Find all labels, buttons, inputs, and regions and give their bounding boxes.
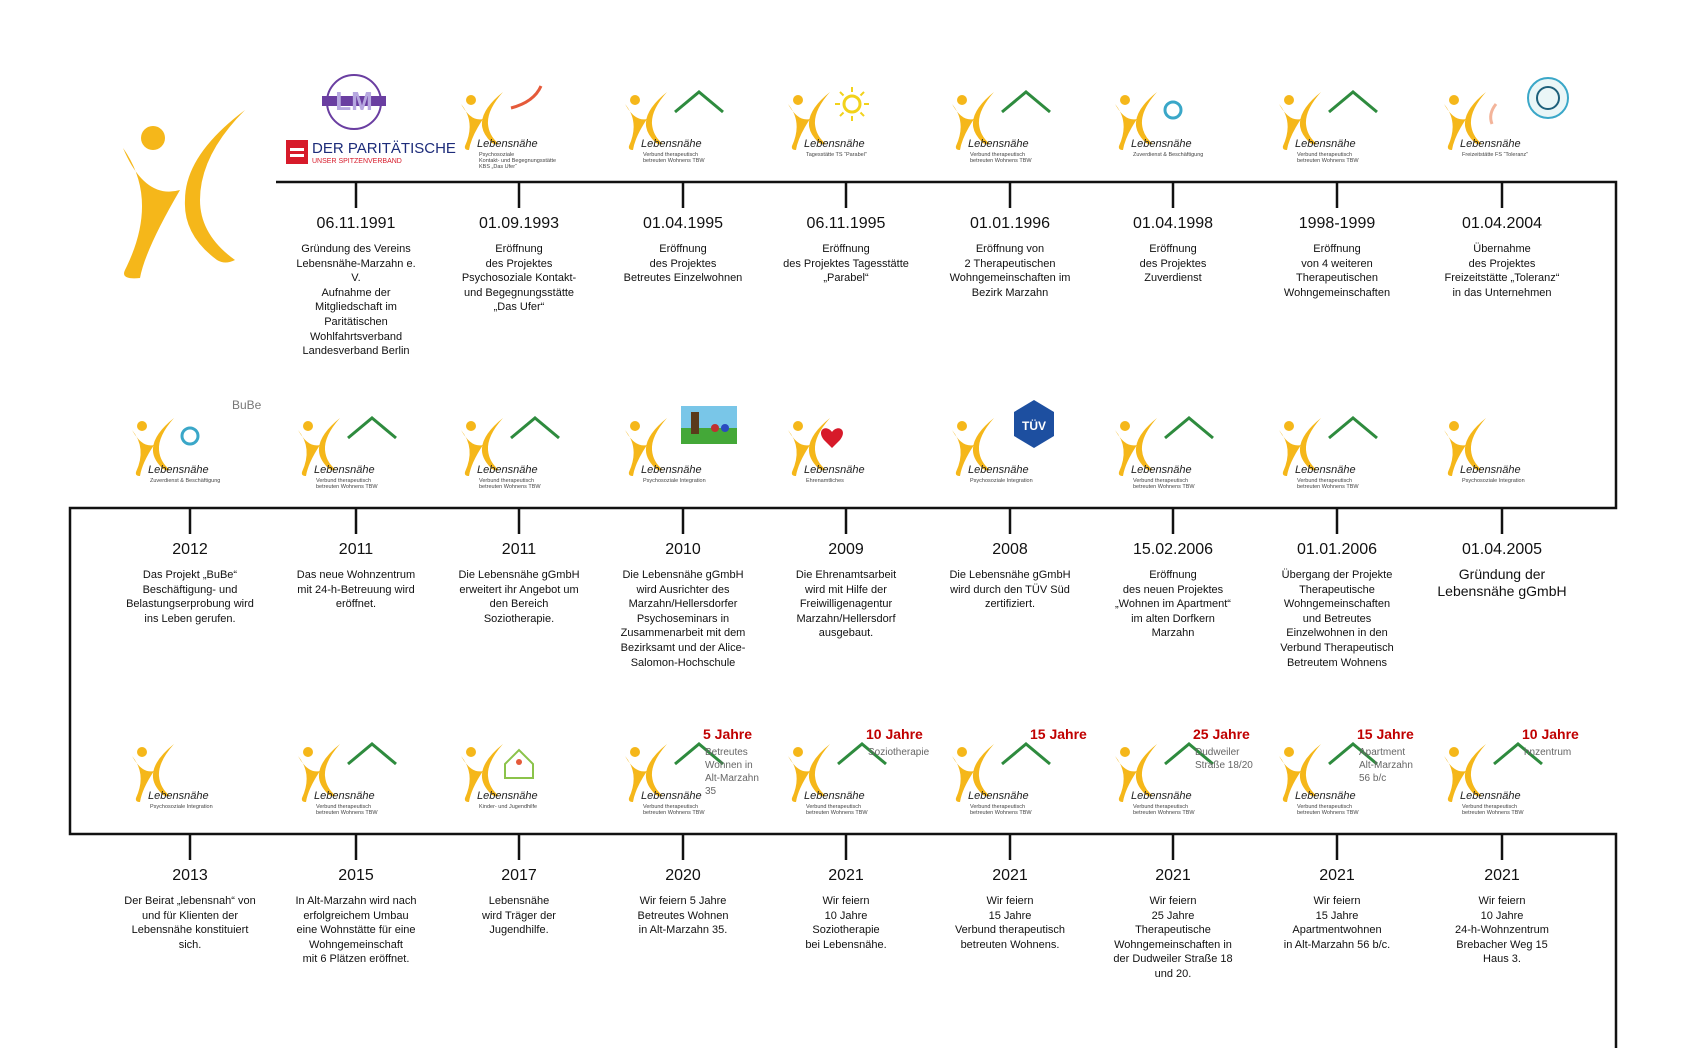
entry-date: 2021 bbox=[828, 867, 864, 884]
entry-date: 01.04.2004 bbox=[1461, 215, 1543, 232]
figure-arm bbox=[646, 92, 667, 144]
entry-date: 2021 bbox=[1155, 867, 1191, 884]
figure-head bbox=[466, 421, 476, 431]
paritaet-icon bbox=[276, 72, 436, 172]
logo-subtitle: Kinder- und Jugendhilfe bbox=[479, 804, 538, 810]
sun-ray bbox=[840, 112, 844, 116]
figure-arm bbox=[482, 418, 503, 470]
entry-description: Wir feiern 15 Jahre Apartmentwohnen in Alt-Marzahn 56 b/c. bbox=[1283, 895, 1391, 951]
roof-icon bbox=[1002, 744, 1050, 764]
entry-description: Die Lebensnähe gGmbH wird Ausrichter des Marzahn/Hellersdorfer Psychoseminars in Zusammenarbeit mit dem Bezirksamt und der Alice- Salomon-Hochschule bbox=[620, 569, 746, 669]
figure-arm bbox=[1136, 92, 1157, 144]
brand-name: Lebensnähe bbox=[1295, 464, 1356, 476]
logo-ufer bbox=[439, 72, 599, 172]
figure-head bbox=[630, 95, 640, 105]
roof-icon bbox=[675, 92, 723, 112]
entry-date: 2010 bbox=[665, 541, 701, 558]
figure-arm bbox=[809, 92, 830, 144]
logo-roof bbox=[1093, 398, 1253, 498]
logo-subtitle: Freizeitstätte FS “Toleranz” bbox=[1462, 152, 1529, 158]
logo-ring bbox=[1093, 72, 1253, 172]
timeline-entry bbox=[608, 540, 758, 670]
logo-subtitle: Verbund therapeutisch betreuten Wohnens TBW bbox=[316, 478, 378, 490]
entry-date: 06.11.1991 bbox=[316, 215, 396, 232]
entry-date: 2015 bbox=[338, 867, 374, 884]
timeline-entry bbox=[1262, 866, 1412, 952]
logo-subtitle: Ehrenamtliches bbox=[806, 478, 844, 484]
entry-description: Eröffnung des Projektes Betreutes Einzelwohnen bbox=[623, 243, 743, 285]
figure-head bbox=[1449, 95, 1459, 105]
figure-head bbox=[466, 747, 476, 757]
entry-description: Die Lebensnähe gGmbH erweitert ihr Angebot um den Bereich Soziotherapie. bbox=[458, 569, 580, 625]
roof-icon bbox=[511, 418, 559, 438]
figure-arm bbox=[646, 418, 667, 470]
logo-subtitle: Psychosoziale Kontakt- und Begegnungsstätte KBS „Das Ufer“ bbox=[479, 152, 557, 170]
logo-roof bbox=[603, 724, 763, 824]
brand-name: Lebensnähe bbox=[804, 138, 865, 150]
roof-icon bbox=[1002, 92, 1050, 112]
entry-date: 01.04.1995 bbox=[642, 215, 724, 232]
entry-description: Übergang der Projekte Therapeutische Wohngemeinschaften und Betreutes Einzelwohnen in den Verbund Therapeutisch Betreutem Wohnens bbox=[1280, 569, 1394, 669]
roof-icon bbox=[1329, 418, 1377, 438]
entry-date: 2021 bbox=[1319, 867, 1355, 884]
anniversary-badge: 15 Jahre bbox=[1030, 726, 1087, 742]
entry-description: Das neue Wohnzentrum mit 24-h-Betreuung wird eröffnet. bbox=[296, 569, 416, 611]
brand-name: Lebensnähe bbox=[968, 790, 1029, 802]
logo-roof bbox=[1093, 724, 1253, 824]
logo-roof bbox=[1257, 398, 1417, 498]
heart-icon bbox=[821, 428, 843, 448]
anniversary-subtitle: Betreutes Wohnen in Alt-Marzahn 35 bbox=[705, 747, 759, 797]
logo-subtitle: Verbund therapeutisch betreuten Wohnens TBW bbox=[970, 152, 1032, 164]
bube-tag: BuBe bbox=[232, 398, 262, 412]
entry-date: 01.04.2005 bbox=[1461, 541, 1543, 558]
entry-date: 2017 bbox=[501, 867, 537, 884]
timeline-entry bbox=[1262, 540, 1412, 670]
figure-head bbox=[1120, 95, 1130, 105]
logo-subtitle: Psychosoziale Integration bbox=[1462, 478, 1525, 484]
brand-name: Lebensnähe bbox=[804, 464, 865, 476]
figure-head bbox=[1120, 747, 1130, 757]
entry-date: 2011 bbox=[501, 541, 537, 558]
picture-grass bbox=[681, 428, 737, 444]
brand-name: Lebensnähe bbox=[314, 790, 375, 802]
figure-head bbox=[137, 747, 147, 757]
brand-name: Lebensnähe bbox=[968, 138, 1029, 150]
timeline-entry bbox=[115, 866, 265, 952]
brand-name: Lebensnähe bbox=[804, 790, 865, 802]
logo-roof bbox=[276, 724, 436, 824]
figure-head bbox=[793, 421, 803, 431]
entry-description: Lebensnähe wird Träger der Jugendhilfe. bbox=[482, 895, 556, 937]
sun-icon bbox=[844, 96, 860, 112]
figure-head bbox=[1449, 421, 1459, 431]
entry-description: Wir feiern 10 Jahre Soziotherapie bei Lebensnähe. bbox=[805, 895, 887, 951]
logo-subtitle: Verbund therapeutisch betreuten Wohnens TBW bbox=[479, 478, 541, 490]
figure-arm bbox=[646, 744, 667, 796]
timeline-entry bbox=[281, 214, 431, 359]
timeline-entry bbox=[1098, 214, 1248, 286]
figure-arm bbox=[809, 418, 830, 470]
tuv-letters: TÜV bbox=[1022, 419, 1046, 433]
figure-arm bbox=[153, 744, 174, 796]
entry-date: 1998-1999 bbox=[1298, 215, 1376, 232]
roof-icon bbox=[348, 744, 396, 764]
timeline-entry bbox=[771, 214, 921, 286]
anniversary-badge: 10 Jahre bbox=[1522, 726, 1579, 742]
wave-icon bbox=[511, 86, 541, 108]
brand-name: Lebensnähe bbox=[1460, 790, 1521, 802]
entry-description: Wir feiern 10 Jahre 24-h-Wohnzentrum Brebacher Weg 15 Haus 3. bbox=[1455, 895, 1549, 966]
picture-tower bbox=[691, 412, 699, 434]
figure-arm bbox=[1300, 92, 1321, 144]
logo-plain bbox=[110, 724, 270, 824]
brand-name: Lebensnähe bbox=[641, 790, 702, 802]
logo-plain bbox=[1422, 398, 1582, 498]
brand-name: Lebensnähe bbox=[477, 790, 538, 802]
figure-head bbox=[1284, 747, 1294, 757]
logo-roof bbox=[1257, 72, 1417, 172]
toleranz-badge bbox=[1528, 78, 1568, 118]
entry-description: Wir feiern 5 Jahre Betreutes Wohnen in Alt-Marzahn 35. bbox=[637, 895, 729, 937]
timeline-entry bbox=[444, 866, 594, 938]
brand-name: Lebensnähe bbox=[148, 464, 209, 476]
logo-subtitle: Verbund therapeutisch betreuten Wohnens TBW bbox=[970, 804, 1032, 816]
brand-name: Lebensnähe bbox=[1460, 464, 1521, 476]
logo-roof bbox=[930, 724, 1090, 824]
brand-name: Lebensnähe bbox=[477, 464, 538, 476]
brand-name: Lebensnähe bbox=[641, 138, 702, 150]
entry-date: 01.04.1998 bbox=[1132, 215, 1214, 232]
figure-arm bbox=[1465, 92, 1486, 144]
lm-letters: LM bbox=[335, 86, 373, 116]
sun-ray bbox=[860, 112, 864, 116]
timeline-entry bbox=[444, 214, 594, 315]
figure-head bbox=[630, 747, 640, 757]
logo-subtitle: Verbund therapeutisch betreuten Wohnens TBW bbox=[316, 804, 378, 816]
picture-person bbox=[711, 424, 719, 432]
figure-head bbox=[1284, 421, 1294, 431]
timeline-entry bbox=[1427, 540, 1577, 600]
timeline-entry bbox=[608, 866, 758, 938]
anniversary-badge: 10 Jahre bbox=[866, 726, 923, 742]
roof-icon bbox=[1329, 92, 1377, 112]
figure-arm bbox=[809, 744, 830, 796]
figure-arm bbox=[973, 744, 994, 796]
figure-head bbox=[957, 95, 967, 105]
logo-subtitle: Verbund therapeutisch betreuten Wohnens TBW bbox=[643, 804, 705, 816]
anniversary-subtitle: Apartment Alt-Marzahn 56 b/c bbox=[1359, 747, 1413, 784]
brand-name: Lebensnähe bbox=[148, 790, 209, 802]
entry-description: Eröffnung von 2 Therapeutischen Wohngemeinschaften im Bezirk Marzahn bbox=[949, 243, 1071, 299]
logo-roof bbox=[1422, 724, 1582, 824]
logo-subtitle: Verbund therapeutisch betreuten Wohnens TBW bbox=[643, 152, 705, 164]
logo-subtitle: Verbund therapeutisch betreuten Wohnens TBW bbox=[1133, 804, 1195, 816]
picture-person bbox=[721, 424, 729, 432]
entry-description: Die Lebensnähe gGmbH wird durch den TÜV Süd zertifiziert. bbox=[949, 569, 1071, 611]
entry-description: Übernahme des Projektes Freizeitstätte „Toleranz“ in das Unternehmen bbox=[1444, 243, 1560, 299]
ring-icon bbox=[182, 428, 198, 444]
logo-heart bbox=[766, 398, 926, 498]
entry-description: Eröffnung von 4 weiteren Therapeutischen Wohngemeinschaften bbox=[1283, 243, 1391, 299]
logo-subtitle: Psychosoziale Integration bbox=[643, 478, 706, 484]
entry-description: Eröffnung des Projektes Zuverdienst bbox=[1139, 243, 1207, 285]
figure-head bbox=[303, 421, 313, 431]
figure-arm bbox=[1300, 418, 1321, 470]
house-figure bbox=[516, 759, 522, 765]
figure-head bbox=[1449, 747, 1459, 757]
logo-subtitle: Psychosoziale Integration bbox=[150, 804, 213, 810]
logo-tuv bbox=[930, 398, 1090, 498]
entry-description: Das Projekt „BuBe“ Beschäftigung- und Belastungserprobung wird ins Leben gerufen. bbox=[126, 569, 254, 625]
timeline-entry bbox=[608, 214, 758, 286]
timeline-entry bbox=[1427, 866, 1577, 967]
figure-head bbox=[793, 747, 803, 757]
anniversary-subtitle: Soziotherapie bbox=[868, 747, 930, 758]
entry-date: 2008 bbox=[992, 541, 1028, 558]
entry-date: 15.02.2006 bbox=[1132, 541, 1214, 558]
entry-date: 2020 bbox=[665, 867, 701, 884]
brand-name: Lebensnähe bbox=[1295, 790, 1356, 802]
figure-head bbox=[1120, 421, 1130, 431]
anniversary-badge: 5 Jahre bbox=[703, 726, 753, 742]
timeline-entry bbox=[281, 540, 431, 612]
roof-icon bbox=[1165, 418, 1213, 438]
figure-arm bbox=[153, 418, 174, 470]
figure-arm bbox=[973, 418, 994, 470]
figure-arm bbox=[482, 92, 503, 144]
brand-name: Lebensnähe bbox=[477, 138, 538, 150]
timeline-entry bbox=[115, 540, 265, 626]
timeline-entry bbox=[935, 540, 1085, 612]
entry-date: 2012 bbox=[172, 541, 208, 558]
figure-arm bbox=[1300, 744, 1321, 796]
entry-date: 2009 bbox=[828, 541, 864, 558]
roof-icon bbox=[348, 418, 396, 438]
arc-icon bbox=[1491, 104, 1496, 124]
lebensnaehe-main-logo bbox=[105, 100, 265, 300]
entry-date: 01.09.1993 bbox=[478, 215, 560, 232]
entry-description: Die Ehrenamtsarbeit wird mit Hilfe der Freiwilligenagentur Marzahn/Hellersdorf ausgebaut. bbox=[795, 569, 897, 640]
logo-roof bbox=[1257, 724, 1417, 824]
logo-picture bbox=[603, 398, 763, 498]
timeline-entry bbox=[444, 540, 594, 626]
timeline-entry bbox=[771, 866, 921, 952]
figure-head bbox=[630, 421, 640, 431]
logo-roof bbox=[930, 72, 1090, 172]
logo-subtitle: Verbund therapeutisch betreuten Wohnens TBW bbox=[1297, 804, 1359, 816]
figure-arm bbox=[482, 744, 503, 796]
logo-roof bbox=[439, 398, 599, 498]
entry-description: In Alt-Marzahn wird nach erfolgreichem Umbau eine Wohnstätte für eine Wohngemeinschaft mit 6 Plätzen eröffnet. bbox=[295, 895, 417, 966]
entry-description: Gründung des Vereins Lebensnähe-Marzahn e. V. Aufnahme der Mitgliedschaft im Paritätischen Wohlfahrtsverband Landesverband Berlin bbox=[296, 243, 416, 358]
figure-head bbox=[466, 95, 476, 105]
logo-bube bbox=[110, 398, 270, 498]
brand-name: Lebensnähe bbox=[314, 464, 375, 476]
figure-head bbox=[957, 421, 967, 431]
brand-name: Lebensnähe bbox=[968, 464, 1029, 476]
anniversary-subtitle: hnzentrum bbox=[1524, 747, 1572, 758]
logo-subtitle: Zuverdienst & Beschäftigung bbox=[1133, 152, 1204, 158]
entry-description: Der Beirat „lebensnah“ von und für Klienten der Lebensnähe konstituiert sich. bbox=[124, 895, 256, 951]
entry-description: Eröffnung des Projektes Psychosoziale Kontakt- und Begegnungsstätte „Das Ufer“ bbox=[461, 243, 577, 314]
sun-ray bbox=[860, 92, 864, 96]
figure-head bbox=[1284, 95, 1294, 105]
logo-house bbox=[439, 724, 599, 824]
logo-subtitle: Verbund therapeutisch betreuten Wohnens TBW bbox=[1462, 804, 1524, 816]
logo-subtitle: Verbund therapeutisch betreuten Wohnens TBW bbox=[1297, 478, 1359, 490]
logo-toleranz bbox=[1422, 72, 1582, 172]
entry-date: 2021 bbox=[992, 867, 1028, 884]
brand-name: Lebensnähe bbox=[1131, 138, 1192, 150]
figure-arm bbox=[1136, 418, 1157, 470]
entry-date: 2021 bbox=[1484, 867, 1520, 884]
figure-arm bbox=[973, 92, 994, 144]
timeline-entry bbox=[935, 866, 1085, 952]
entry-date: 01.01.1996 bbox=[969, 215, 1051, 232]
logo-subtitle: Zuverdienst & Beschäftigung bbox=[150, 478, 221, 484]
entry-description: Gründung der Lebensnähe gGmbH bbox=[1437, 566, 1567, 599]
timeline-entry bbox=[1098, 540, 1248, 641]
figure-head bbox=[303, 747, 313, 757]
figure-arm bbox=[1465, 744, 1486, 796]
brand-name: Lebensnähe bbox=[641, 464, 702, 476]
brand-name: Lebensnähe bbox=[1295, 138, 1356, 150]
anniversary-badge: 25 Jahre bbox=[1193, 726, 1250, 742]
figure-arm bbox=[1465, 418, 1486, 470]
figure-head bbox=[137, 421, 147, 431]
logo-paritaet bbox=[276, 72, 456, 172]
paritaet-bar bbox=[290, 148, 304, 151]
entry-date: 06.11.1995 bbox=[806, 215, 886, 232]
logo-roof bbox=[766, 724, 930, 824]
timeline-entry bbox=[281, 866, 431, 967]
logo-subtitle: Verbund therapeutisch betreuten Wohnens TBW bbox=[806, 804, 868, 816]
timeline-entry bbox=[771, 540, 921, 641]
logo-sun bbox=[766, 72, 926, 172]
sun-ray bbox=[840, 92, 844, 96]
logo-subtitle: Psychosoziale Integration bbox=[970, 478, 1033, 484]
logo-roof bbox=[276, 398, 436, 498]
paritaet-bar bbox=[290, 154, 304, 157]
paritaet-name: DER PARITÄTISCHE bbox=[312, 140, 456, 157]
logo-subtitle: Verbund therapeutisch betreuten Wohnens TBW bbox=[1297, 152, 1359, 164]
timeline-entry bbox=[1262, 214, 1412, 300]
figure-head bbox=[957, 747, 967, 757]
ring-icon bbox=[1165, 102, 1181, 118]
entry-description: Eröffnung des Projektes Tagesstätte „Parabel“ bbox=[783, 243, 909, 285]
timeline-entry bbox=[935, 214, 1085, 300]
brand-name: Lebensnähe bbox=[1131, 790, 1192, 802]
figure-arm bbox=[319, 744, 340, 796]
entry-description: Wir feiern 15 Jahre Verbund therapeutisch betreuten Wohnens. bbox=[954, 895, 1066, 951]
figure-arm bbox=[319, 418, 340, 470]
entry-date: 2013 bbox=[172, 867, 208, 884]
paritaet-square bbox=[286, 140, 308, 164]
figure-head bbox=[793, 95, 803, 105]
logo-subtitle: Tagesstätte TS “Parabel” bbox=[806, 152, 867, 158]
timeline-entry bbox=[1427, 214, 1577, 300]
brand-name: Lebensnähe bbox=[1460, 138, 1521, 150]
timeline-entry bbox=[1098, 866, 1248, 982]
entry-date: 2011 bbox=[338, 541, 374, 558]
anniversary-badge: 15 Jahre bbox=[1357, 726, 1414, 742]
anniversary-subtitle: Dudweiler Straße 18/20 bbox=[1195, 747, 1253, 771]
entry-description: Eröffnung des neuen Projektes „Wohnen im Apartment“ im alten Dorfkern Marzahn bbox=[1115, 569, 1231, 640]
logo-roof bbox=[603, 72, 763, 172]
brand-name: Lebensnähe bbox=[1131, 464, 1192, 476]
logo-subtitle: Verbund therapeutisch betreuten Wohnens TBW bbox=[1133, 478, 1195, 490]
figure-arm bbox=[1136, 744, 1157, 796]
entry-description: Wir feiern 25 Jahre Therapeutische Wohngemeinschaften in der Dudweiler Straße 18 und 20. bbox=[1113, 895, 1233, 980]
paritaet-tagline: UNSER SPITZENVERBAND bbox=[312, 158, 402, 165]
entry-date: 01.01.2006 bbox=[1296, 541, 1378, 558]
